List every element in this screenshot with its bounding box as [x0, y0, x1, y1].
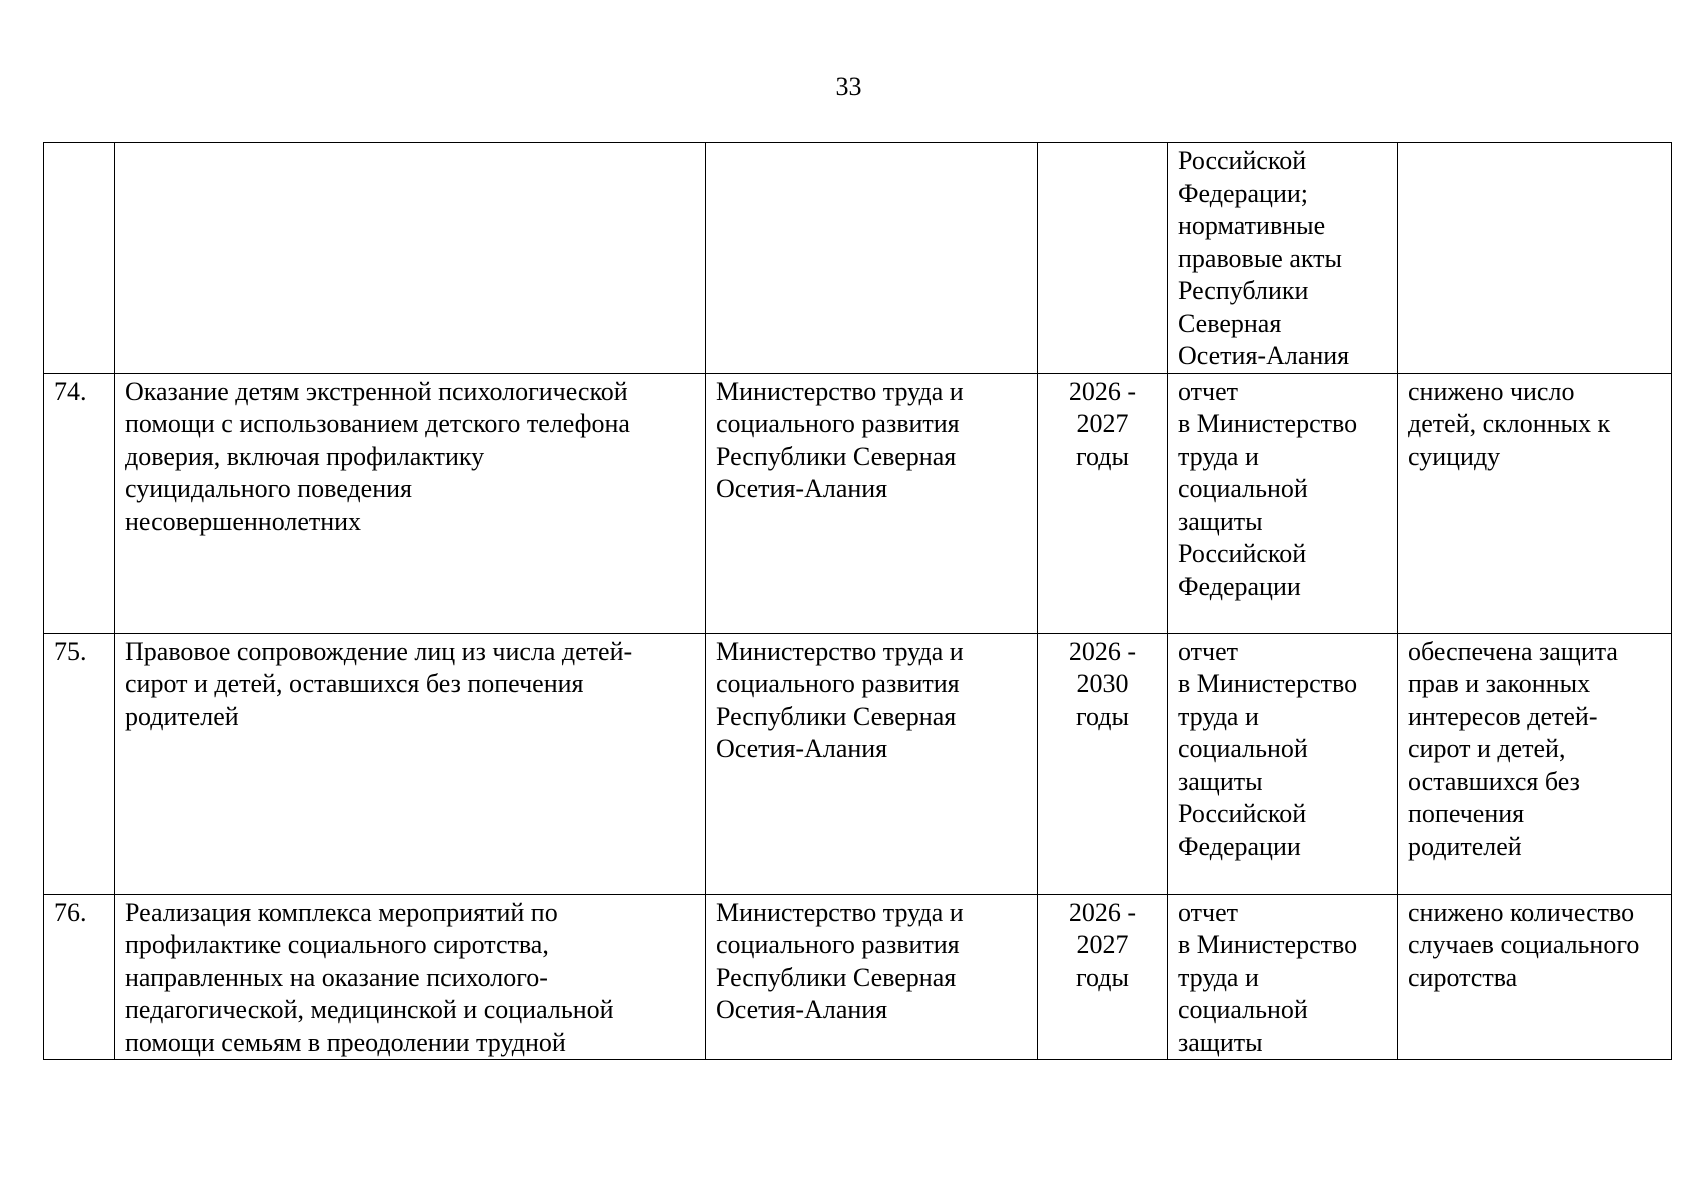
result-cell: [1398, 143, 1672, 374]
row-number-cell: 74.: [44, 373, 115, 633]
measures-table: [43, 142, 1672, 1060]
activity-cell: [115, 143, 706, 374]
period-cell: [1038, 143, 1168, 374]
activity-cell: Правовое сопровождение лиц из числа детей- сирот и детей, оставшихся без попечения родителей: [115, 633, 706, 894]
table-row: [44, 143, 1672, 374]
report-cell: отчет в Министерство труда и социальной защиты: [1168, 894, 1398, 1060]
table-row: [44, 373, 1672, 633]
result-cell: снижено число детей, склонных к суициду: [1398, 373, 1672, 633]
period-cell: 2026 - 2030 годы: [1038, 633, 1168, 894]
table-row: [44, 894, 1672, 1060]
period-cell: 2026 - 2027 годы: [1038, 894, 1168, 1060]
result-cell: обеспечена защита прав и законных интересов детей- сирот и детей, оставшихся без попечения родителей: [1398, 633, 1672, 894]
row-number-cell: 76.: [44, 894, 115, 1060]
result-cell: снижено количество случаев социального сиротства: [1398, 894, 1672, 1060]
report-cell: отчет в Министерство труда и социальной защиты Российской Федерации: [1168, 373, 1398, 633]
report-cell: отчет в Министерство труда и социальной защиты Российской Федерации: [1168, 633, 1398, 894]
report-cell: Российской Федерации; нормативные правовые акты Республики Северная Осетия-Алания: [1168, 143, 1398, 374]
executor-cell: Министерство труда и социального развития Республики Северная Осетия-Алания: [706, 633, 1038, 894]
activity-cell: Реализация комплекса мероприятий по профилактике социального сиротства, направленных на оказание психолого- педагогической, медицинской и социальной помощи семьям в преодолении трудной: [115, 894, 706, 1060]
executor-cell: Министерство труда и социального развития Республики Северная Осетия-Алания: [706, 894, 1038, 1060]
row-number-cell: 75.: [44, 633, 115, 894]
table-row: [44, 633, 1672, 894]
period-cell: 2026 - 2027 годы: [1038, 373, 1168, 633]
executor-cell: Министерство труда и социального развития Республики Северная Осетия-Алания: [706, 373, 1038, 633]
executor-cell: [706, 143, 1038, 374]
page-number: 33: [835, 72, 862, 101]
row-number-cell: [44, 143, 115, 374]
activity-cell: Оказание детям экстренной психологической помощи с использованием детского телефона доверия, включая профилактику суицидального поведения несовершеннолетних: [115, 373, 706, 633]
